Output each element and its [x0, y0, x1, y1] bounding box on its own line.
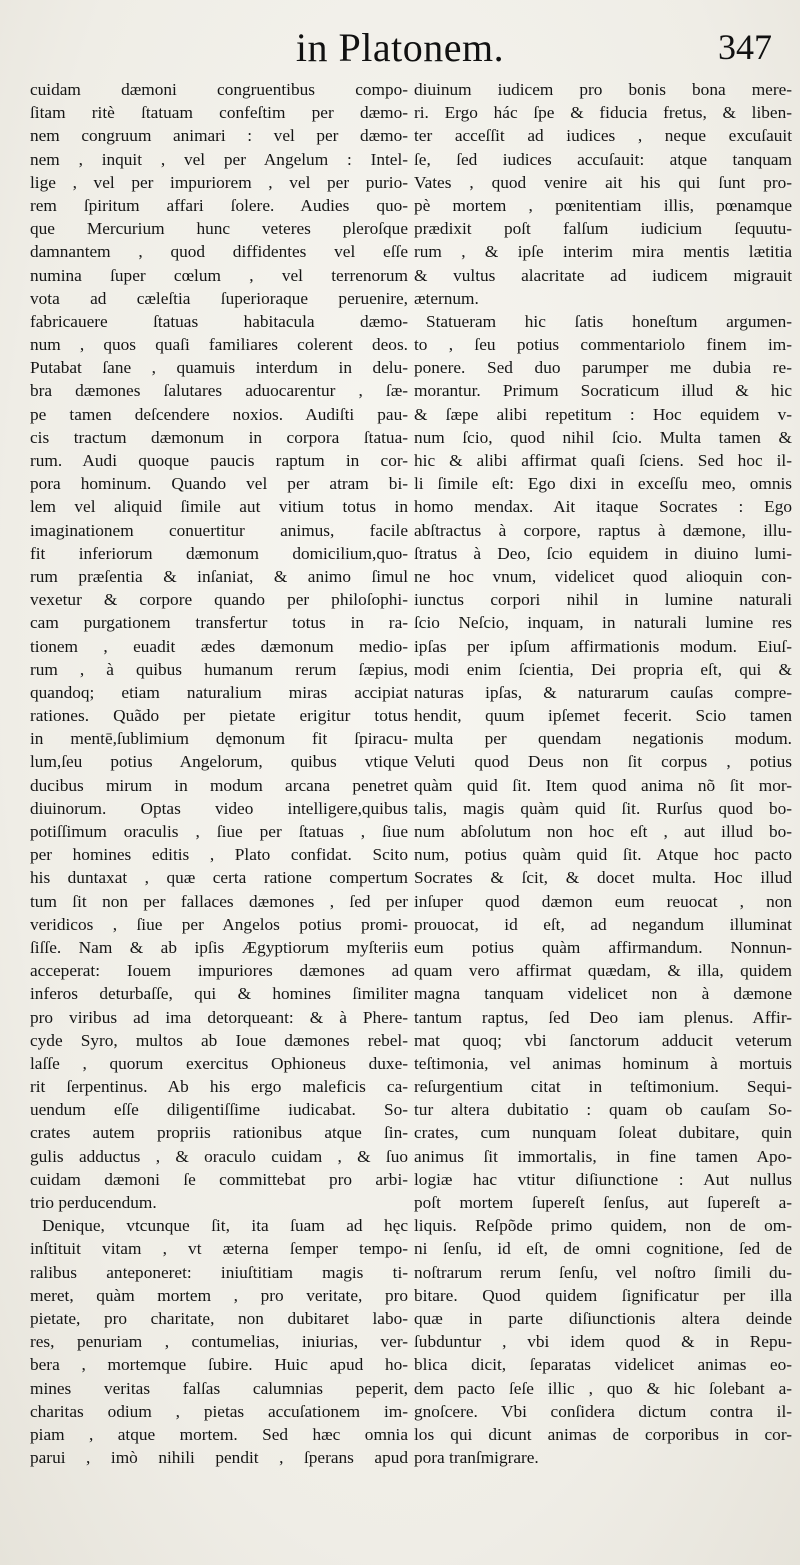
text-line: numina ſuper cœlum , vel terrenorum — [30, 265, 408, 285]
text-line: Vates , quod venire ait his qui ſunt pro- — [414, 172, 792, 192]
text-line: hic & alibi affirmat quaſi ſciens. Sed hoc il- — [414, 451, 792, 470]
text-line: crates, cum nunquam ſoleat dubitare, quin — [414, 1123, 792, 1143]
text-line: Statueram hic ſatis honeſtum argumen- — [426, 311, 792, 331]
text-line: mat quoq; vbi ſanctorum adducit veterum — [414, 1030, 792, 1050]
text-line: morantur. Primum Socraticum illud & hic — [414, 381, 792, 401]
text-line: nem , inquit , vel per Angelum : Intel- — [30, 149, 408, 169]
text-line: damnantem , quod diffidentes vel eſſe — [30, 242, 408, 262]
text-line: lum,ſeu potius Angelorum, quibus vtique — [30, 752, 408, 772]
text-line: rum præſentia & inſaniat, & animo ſimul — [30, 566, 408, 586]
text-line: inſtituit vitam , vt æterna ſemper tempo- — [30, 1239, 408, 1259]
text-line: ponere. Sed duo parumper me dubia re- — [414, 358, 792, 378]
text-line: num , quos quaſi familiares colerent deos. — [30, 335, 408, 355]
text-line: mines veritas falſas calumnias peperit, — [30, 1378, 408, 1398]
text-line: magna tanquam videlicet non à dæmone — [414, 984, 792, 1004]
text-line: homo mendax. Ait itaque Socrates : Ego — [414, 497, 792, 517]
text-line: ſiſſe. Nam & ab ipſis Ægyptiorum myſteriis — [30, 937, 408, 957]
text-line: cuidam dæmoni congruentibus compo- — [30, 80, 408, 99]
text-line: ralibus anteponeret: iniuſtitiam magis ti- — [30, 1262, 408, 1282]
text-line: teſtimonia, vel animas hominum à mortuis — [414, 1053, 792, 1073]
text-line: parui , imò nihili pendit , ſperans apud — [30, 1448, 408, 1468]
text-line: inſuper quod dæmon eum reuocat , non — [414, 891, 792, 911]
text-line: tionem , euadit ædes dæmonum medio- — [30, 636, 408, 656]
text-line: rum , & ipſe interim mira mentis lætitia — [414, 242, 792, 262]
text-line: prouocat, id eſt, ad negandum illuminat — [414, 914, 792, 934]
right-text-column — [414, 78, 792, 1469]
text-line: li ſimile eſt: Ego dixi in exceſſu meo, omnis — [414, 474, 792, 494]
text-line: rum. Audi quoque paucis raptum in cor- — [30, 451, 408, 470]
text-line: gulis adductus , & oraculo cuidam , & ſuo — [30, 1146, 408, 1166]
text-line: animus ſit immortalis, in fine tamen Apo- — [414, 1146, 792, 1166]
text-line: ſcio Neſcio, inquam, in naturali lumine res — [414, 613, 792, 633]
text-line: ſubduntur , vbi idem quod & in Repu- — [414, 1332, 792, 1352]
text-line: cyde Syro, multos ab Ioue dæmones rebel- — [30, 1030, 408, 1050]
text-line: rationes. Quãdo per pietate erigitur totus — [30, 706, 408, 726]
text-line: liquis. Reſpõde primo quidem, non de om- — [414, 1216, 792, 1236]
text-line: trio perducendum. — [30, 1193, 157, 1212]
text-line: ri. Ergo hác ſpe & fiducia fretus, & liben- — [414, 103, 792, 123]
text-line: Veluti quod Deus non ſit corpus , potius — [414, 752, 792, 772]
text-line: poſt mortem ſupereſt ſenſus, aut ſupereſt a- — [414, 1193, 792, 1212]
text-line: Putabat ſane , quamuis interdum in delu- — [30, 358, 408, 378]
text-line: bra dæmones ſalutares aduocarentur , ſæ- — [30, 381, 408, 401]
running-title: in Platonem. — [295, 25, 505, 70]
text-line: dem pacto ſeſe illic , quo & hic ſolebant a- — [414, 1378, 792, 1398]
text-line: meret, quàm mortem , pro veritate, pro — [30, 1285, 408, 1305]
page-number: 347 — [718, 27, 772, 67]
text-line: cam purgationem transfertur totus in ra- — [30, 613, 408, 633]
text-line: quæ in parte diſiunctionis altera deinde — [414, 1308, 792, 1328]
text-line: modi enim ſcientia, Dei propria eſt, qui & — [414, 659, 792, 679]
text-line: nem congruum animari : vel per dæmo- — [30, 126, 408, 146]
text-line: uendum eſſe diligentiſſime iudicabat. So- — [30, 1100, 408, 1120]
text-line: imaginationem conuertitur animus, facile — [30, 520, 408, 540]
text-line: to , ſeu potius commentariolo finem im- — [414, 335, 792, 355]
text-line: hendit, quum ipſemet fecerit. Scio tamen — [414, 706, 792, 726]
text-line: bitare. Quod quidem ſignificatur per illa — [414, 1285, 792, 1305]
text-line: num abſolutum non hoc eſt , aut illud bo- — [414, 822, 792, 841]
text-line: blica dicit, ſeparatas videlicet animas eo- — [414, 1355, 792, 1375]
text-line: reſurgentium citat in teſtimonium. Sequi- — [414, 1077, 792, 1097]
text-line: tum ſit non per fallaces dæmones , ſed per — [30, 891, 408, 911]
page-header — [0, 18, 800, 78]
text-line: rem ſpiritum affari ſolere. Audies quo- — [30, 195, 408, 215]
text-line: pè mortem , pœnitentiam illis, pœnamque — [414, 195, 792, 215]
text-line: & vultus alacritate ad iudicem migrauit — [414, 265, 792, 285]
text-line: ipſas per ipſum affirmationis modum. Eiuſ- — [414, 636, 792, 656]
text-line: ſitam ritè ſtatuam confeſtim per dæmo- — [30, 103, 408, 123]
text-line: per homines editis , Plato confidat. Scito — [30, 845, 408, 865]
text-line: logiæ hac vtitur diſiunctione : Aut nullus — [414, 1169, 792, 1189]
text-line: talis, magis quàm quid ſit. Rurſus quod bo- — [414, 798, 792, 818]
text-line: los qui dicunt animas de corporibus in cor- — [414, 1424, 792, 1444]
text-line: piam , atque mortem. Sed hæc omnia — [30, 1424, 408, 1444]
text-line: bera , mortemque ſubire. Huic apud ho- — [30, 1355, 408, 1375]
text-line: res, penuriam , contumelias, iniurias, ver- — [30, 1332, 408, 1352]
text-line: quam vero affirmat quædam, & illa, quidem — [414, 961, 792, 981]
text-line: ſe, ſed iudices accuſauit: atque tanquam — [414, 149, 792, 169]
text-line: vota ad cæleſtia ſuperioraque peruenire, — [30, 288, 408, 308]
text-line: vexetur & corpore quando per philoſophi- — [30, 590, 408, 610]
text-line: ducibus mirum in modum arcana penetret — [30, 775, 408, 795]
text-line: æternum. — [414, 288, 479, 308]
text-line: rum , à quibus humanum rerum ſæpius, — [30, 659, 408, 679]
text-line: veridicos , ſiue per Angelos potius promi- — [30, 914, 408, 934]
text-line: lem vel aliquid ſimile aut vitium totus in — [30, 497, 408, 517]
text-line: multa per quendam negationis modum. — [414, 729, 792, 749]
text-line: potiſſimum oraculis , ſiue per ſtatuas , ſiue — [30, 822, 408, 841]
text-line: tantum raptus, ſed Deo iam plenus. Affir- — [414, 1007, 792, 1027]
text-line: acceperat: Iouem impuriores dæmones ad — [30, 961, 408, 981]
text-line: Denique, vtcunque ſit, ita ſuam ad hęc — [42, 1216, 408, 1236]
text-line: num ſcio, quod nihil ſcio. Multa tamen & — [414, 427, 792, 447]
text-line: ter acceſſit ad iudices , neque excuſauit — [414, 126, 792, 146]
text-line: in mentē,ſublimium dęmonum fit ſpiracu- — [30, 729, 408, 749]
text-line: pora hominum. Quando vel per atram bi- — [30, 474, 408, 494]
text-line: rit ſerpentinus. Ab his ergo maleficis ca- — [30, 1077, 408, 1097]
text-line: ni ſenſu, id eſt, de omni cognitione, ſed de — [414, 1239, 792, 1259]
text-line: quàm quid ſit. Item quod anima nõ ſit mor- — [414, 775, 792, 795]
text-line: fit inferiorum dæmonum domicilium,quo- — [30, 543, 408, 563]
text-line: ſtratus à Deo, ſcio equidem in diuino lumi- — [414, 543, 792, 563]
text-line: inferos deturbaſſe, qui & homines ſimiliter — [30, 984, 408, 1004]
text-line: num, potius quàm quid ſit. Atque hoc pacto — [414, 845, 792, 865]
text-line: pe tamen deſcendere noxios. Audiſti pau- — [30, 404, 408, 424]
text-line: eum potius quàm affirmandum. Nonnun- — [414, 937, 792, 957]
text-line: pro viribus ad ima detorqueant: & à Phere- — [30, 1007, 408, 1027]
text-line: diuinum iudicem pro bonis bona mere- — [414, 80, 792, 99]
text-line: que Mercurium hunc veteres pleroſque — [30, 219, 408, 239]
text-line: ne hoc vnum, videlicet quod alioquin con- — [414, 566, 792, 586]
text-line: pietate, pro charitate, non dubitaret labo- — [30, 1308, 408, 1328]
text-line: tur altera dubitatio : quam ob cauſam So- — [414, 1100, 792, 1120]
text-line: diuinorum. Optas video intelligere,quibus — [30, 798, 408, 818]
text-line: crates autem propriis rationibus atque ſin- — [30, 1123, 408, 1143]
text-line: abſtractus à corpore, raptus à dæmone, illu- — [414, 520, 792, 540]
text-line: gnoſcere. Vbi conſidera dictum contra il- — [414, 1401, 792, 1421]
text-line: iunctus corpori nihil in lumine naturali — [414, 590, 792, 610]
text-line: fabricauere ſtatuas habitacula dæmo- — [30, 311, 408, 331]
text-line: his duntaxat , quæ certa ratione compertum — [30, 868, 408, 888]
text-line: noſtrarum rerum ſenſu, vel noſtro ſimili du- — [414, 1262, 792, 1282]
left-text-column — [30, 78, 408, 1469]
text-line: cuidam dæmoni ſe committebat pro arbi- — [30, 1169, 408, 1189]
text-line: charitas odium , pietas accuſationem im- — [30, 1401, 408, 1421]
text-line: cis tractum dæmonum in corpora ſtatua- — [30, 427, 408, 447]
text-line: lige , vel per impuriorem , vel per purio- — [30, 172, 408, 192]
text-line: Socrates & ſcit, & docet multa. Hoc illud — [414, 868, 792, 888]
text-line: & ſæpe alibi repetitum : Hoc equidem v- — [414, 404, 792, 424]
text-line: quandoq; etiam naturalium miras accipiat — [30, 682, 408, 702]
text-line: laſſe , quorum exercitus Ophioneus duxe- — [30, 1053, 408, 1073]
text-line: naturas ipſas, & naturarum cauſas compre- — [414, 682, 792, 702]
text-line: prædixit poſt falſum iudicium ſequutu- — [414, 219, 792, 239]
text-line: pora tranſmigrare. — [414, 1448, 539, 1468]
